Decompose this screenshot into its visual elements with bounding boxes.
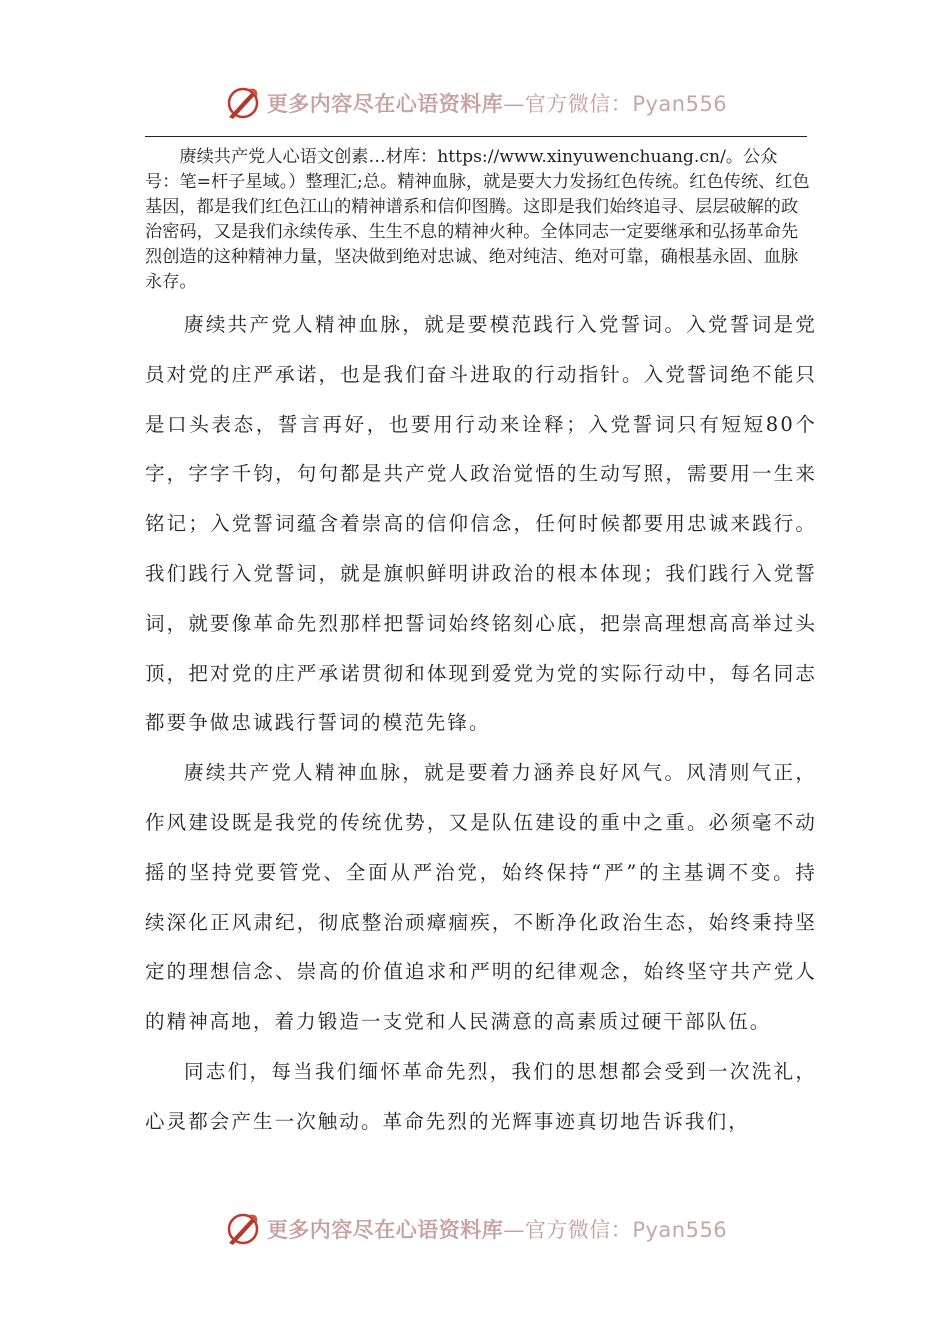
watermark-separator: —官方微信：	[503, 1218, 633, 1242]
quill-logo-icon	[223, 1209, 263, 1249]
watermark-contact: Pyan556	[632, 92, 728, 116]
body-paragraph: 赓续共产党人精神血脉，就是要模范践行入党誓词。入党誓词是党员对党的庄严承诺，也是我们奋斗进取的行动指针。入党誓词绝不能只是口头表态，誓言再好，也要用行动来诠释；入党誓词只有短短80个字，字字千钧，句句都是共产党人政治觉悟的生动写照，需要用一生来铭记；入党誓词蕴含着崇高的信仰信念，任何时候都要用忠诚来践行。我们践行入党誓词，就是旗帜鲜明讲政治的根本体现；我们践行入党誓词，就要像革命先烈那样把誓词始终铭刻心底，把崇高理想高高举过头顶，把对党的庄严承诺贯彻和体现到爱党为党的实际行动中，每名同志都要争做忠诚践行誓词的模范先锋。	[145, 313, 817, 735]
watermark-brand: 更多内容尽在心语资料库	[266, 1217, 504, 1242]
body-paragraph: 同志们，每当我们缅怀革命先烈，我们的思想都会受到一次洗礼，心灵都会产生一次触动。革命先烈的光辉事迹真切地告诉我们，	[145, 1059, 817, 1133]
quill-logo-icon	[223, 83, 263, 123]
watermark-text	[267, 1214, 727, 1244]
body-paragraph: 赓续共产党人精神血脉，就是要着力涵养良好风气。风清则气正，作风建设既是我党的传统优势，又是队伍建设的重中之重。必须毫不动摇的坚持党要管党、全面从严治党，始终保持“严”的主基调不变。持续深化正风肃纪，彻底整治顽瘴痼疾，不断净化政治生态，始终秉持坚定的理想信念、崇高的价值追求和严明的纪律观念，始终坚守共产党人的精神高地，着力锻造一支党和人民满意的高素质过硬干部队伍。	[145, 761, 817, 1034]
watermark-text	[267, 88, 727, 118]
watermark-contact: Pyan556	[632, 1218, 728, 1242]
document-body	[145, 300, 817, 1147]
watermark-separator: —官方微信：	[503, 92, 633, 116]
header-rule	[145, 136, 807, 137]
footer-watermark	[0, 1204, 950, 1254]
header-watermark	[0, 78, 950, 128]
intro-paragraph: 赓续共产党人心语文创素…材库：https://www.xinyuwenchuang.cn/。公众号：笔=杆子星域。）整理汇;总。精神血脉，就是要大力发扬红色传统。红色传统、红色基因，都是我们红色江山的精神谱系和信仰图腾。这即是我们始终追寻、层层破解的政治密码，又是我们永续传承、生生不息的精神火种。全体同志一定要继承和弘扬革命先烈创造的这种精神力量，坚决做到绝对忠诚、绝对纯洁、绝对可靠，确根基永固、血脉永存。	[145, 147, 810, 292]
watermark-brand: 更多内容尽在心语资料库	[266, 91, 504, 116]
